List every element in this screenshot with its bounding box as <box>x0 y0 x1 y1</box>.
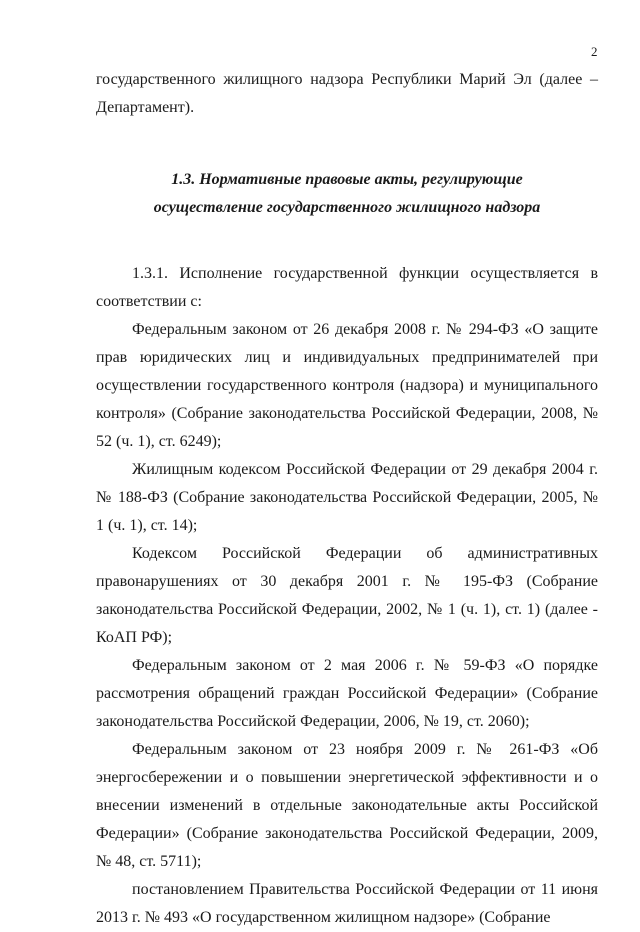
paragraph-law-261: Федеральным законом от 23 ноября 2009 г. № 261-ФЗ «Об энергосбережении и о повышении энергетической эффективности и о внесении изменений в отдельные законодательные акты Российской Федерации» (Собрание законодательства Российской Федерации, 2009, № 48, ст. 5711); <box>96 741 598 870</box>
paragraph-law-294: Федеральным законом от 26 декабря 2008 г. № 294-ФЗ «О защите прав юридических лиц и индивидуальных предпринимателей при осуществлении государственного контроля (надзора) и муниципального контроля» (Собрание законодательства Российской Федерации, 2008, № 52 (ч. 1), ст. 6249); <box>96 321 598 450</box>
paragraph-housing-code: Жилищным кодексом Российской Федерации от 29 декабря 2004 г. № 188-ФЗ (Собрание законодательства Российской Федерации, 2005, № 1 (ч. 1), ст. 14); <box>96 461 598 534</box>
paragraph-resolution-493: постановлением Правительства Российской Федерации от 11 июня 2013 г. № 493 «О государственном жилищном надзоре» (Собрание <box>96 881 598 926</box>
paragraph-1-3-1: 1.3.1. Исполнение государственной функции осуществляется в соответствии с: <box>96 265 598 310</box>
paragraph-law-59: Федеральным законом от 2 мая 2006 г. № 59-ФЗ «О порядке рассмотрения обращений граждан Российской Федерации» (Собрание законодательства Российской Федерации, 2006, № 19, ст. 2060); <box>96 657 598 730</box>
section-heading: 1.3. Нормативные правовые акты, регулирующие осуществление государственного жилищного надзора <box>153 171 541 216</box>
paragraph-koap: Кодексом Российской Федерации об административных правонарушениях от 30 декабря 2001 г. № 195-ФЗ (Собрание законодательства Российской Федерации, 2002, № 1 (ч. 1), ст. 1) (далее - КоАП РФ); <box>96 545 598 646</box>
intro-continuation: государственного жилищного надзора Республики Марий Эл (далее – Департамент). <box>96 71 598 116</box>
page-content <box>96 66 598 932</box>
page-number: 2 <box>591 44 598 59</box>
